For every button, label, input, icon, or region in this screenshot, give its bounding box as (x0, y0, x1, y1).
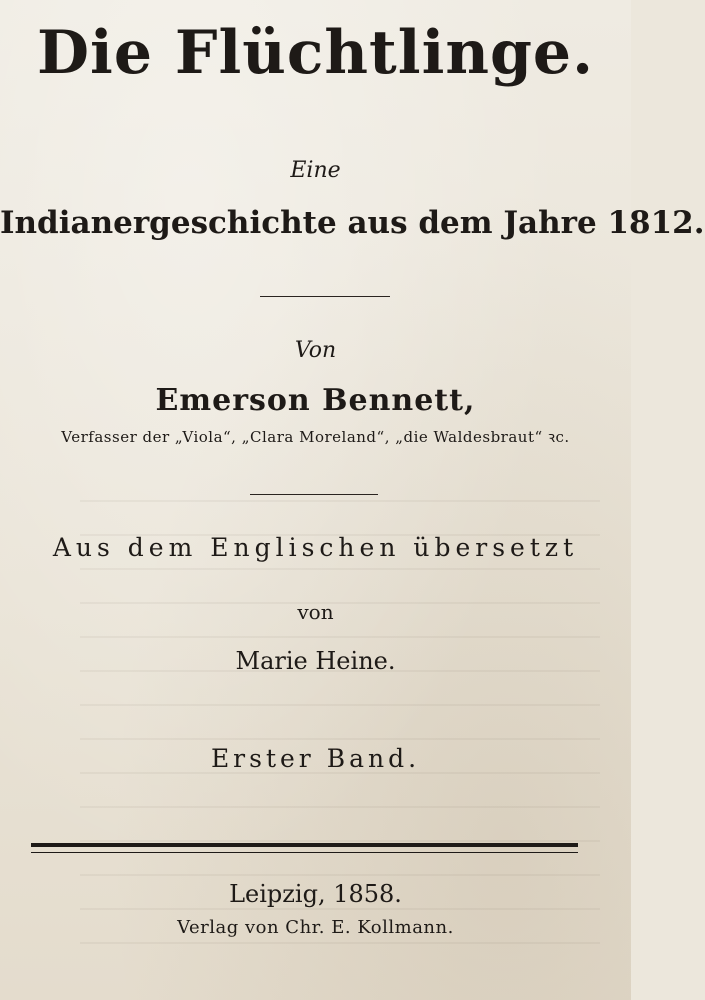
book-subtitle: Indianergeschichte aus dem Jahre 1812. (0, 205, 705, 241)
translator-name: Marie Heine. (235, 647, 396, 675)
imprint-thick-rule (31, 843, 578, 847)
translator-by-label: von (297, 600, 334, 624)
divider-rule (250, 494, 378, 495)
publisher: Verlag von Chr. E. Kollmann. (177, 917, 454, 938)
book-title: Die Flüchtlinge. (37, 18, 594, 88)
translation-note: Aus dem Englischen übersetzt (52, 533, 579, 562)
volume-label: Erster Band. (210, 744, 421, 773)
imprint-thin-rule (31, 852, 578, 853)
author-name: Emerson Bennett, (155, 383, 476, 418)
place-and-year: Leipzig, 1858. (229, 880, 402, 908)
by-label: Von (294, 338, 337, 363)
author-works: Verfasser der „Viola“, „Clara Moreland“, „die Waldesbraut“ ꝛc. (61, 428, 570, 446)
divider-rule (260, 296, 390, 297)
subtitle-article: Eine (290, 158, 341, 183)
